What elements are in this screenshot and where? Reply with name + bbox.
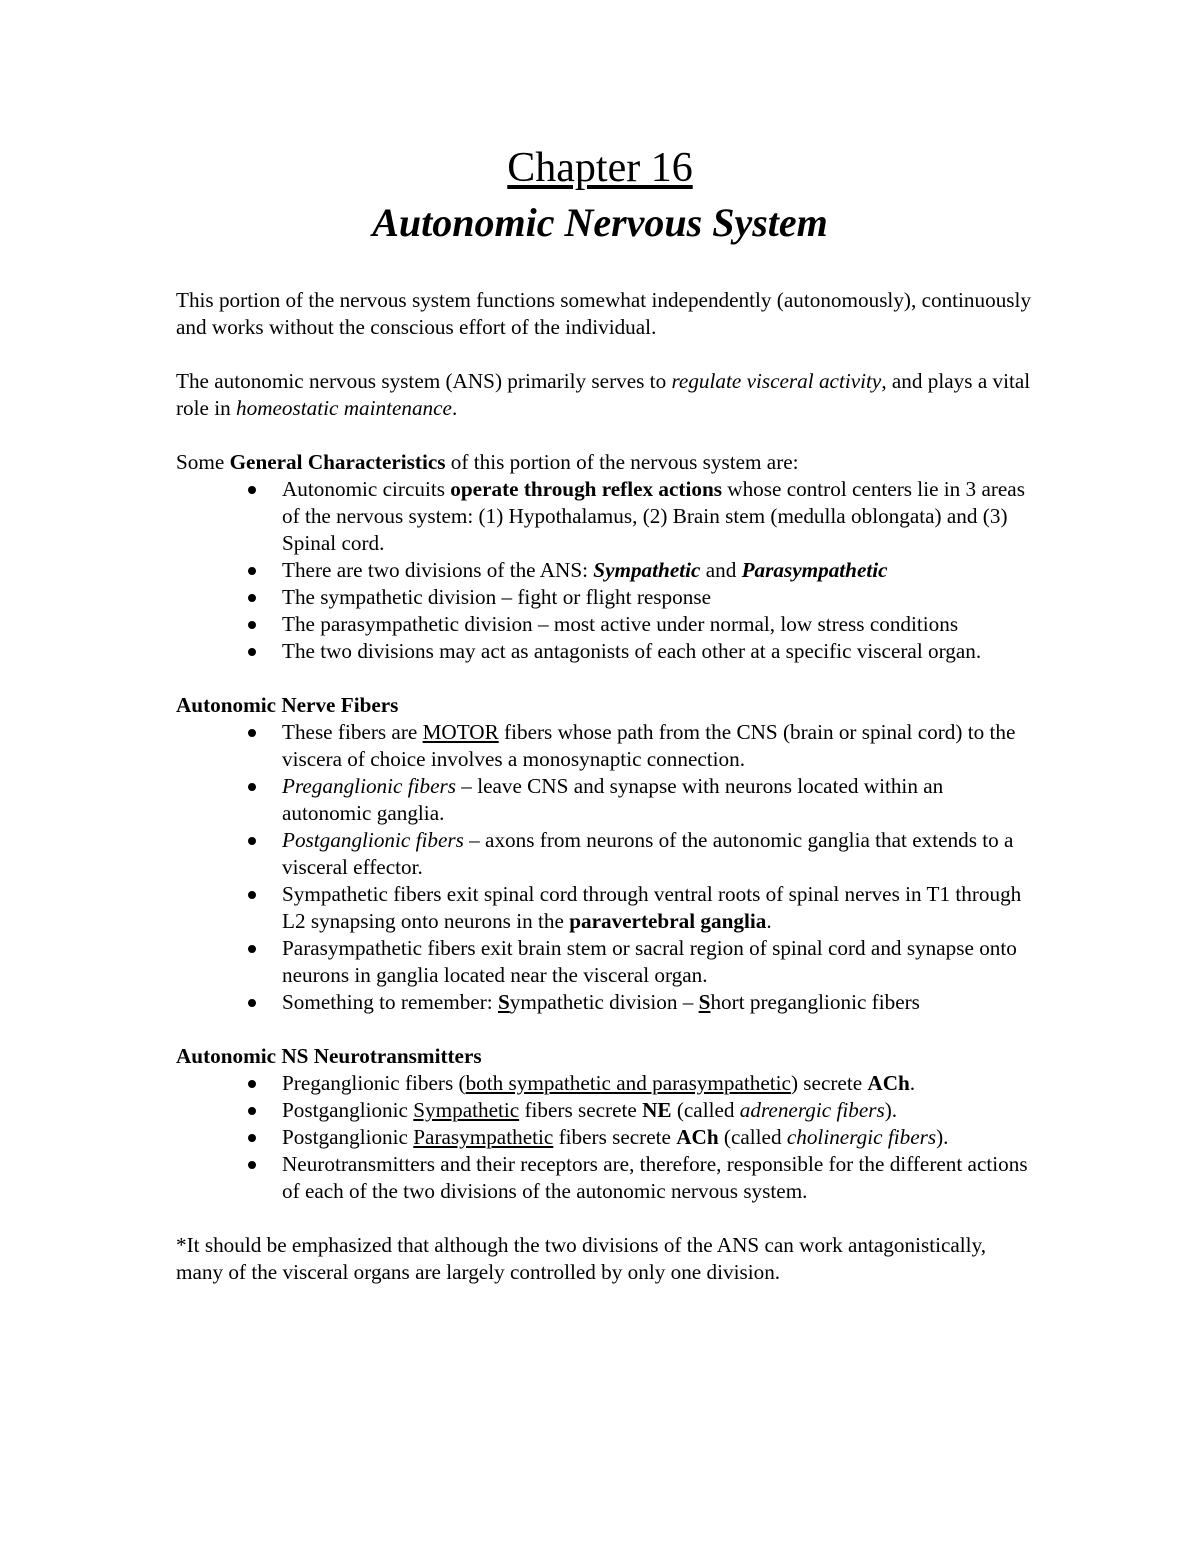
list-item bbox=[176, 1124, 1036, 1151]
list-item bbox=[176, 827, 1036, 881]
list-item bbox=[176, 1070, 1036, 1097]
text-run: Autonomic circuits bbox=[282, 477, 451, 501]
section-heading-fibers: Autonomic Nerve Fibers bbox=[176, 693, 399, 717]
term-ne: NE bbox=[642, 1098, 672, 1122]
mnemonic-letter: S bbox=[698, 990, 711, 1014]
text-run: hort preganglionic fibers bbox=[710, 990, 920, 1014]
emphasis-reflex: operate through reflex actions bbox=[450, 477, 722, 501]
text-run: ) secrete bbox=[790, 1071, 868, 1095]
underlined-motor: MOTOR bbox=[422, 720, 499, 744]
document-body bbox=[176, 287, 1036, 1313]
text-run: – axons from neurons of the autonomic ganglia that extends to a visceral effector. bbox=[282, 828, 1014, 879]
text-run: fibers secrete bbox=[553, 1125, 677, 1149]
list-item bbox=[176, 1097, 1036, 1124]
text-run: ). bbox=[884, 1098, 898, 1122]
chapter-title: Chapter 16 bbox=[507, 145, 693, 191]
mnemonic-letter: S bbox=[497, 990, 510, 1014]
text-run: (called bbox=[718, 1125, 787, 1149]
text-run: The parasympathetic division – most active under normal, low stress conditions bbox=[282, 612, 959, 636]
text-run: , and plays a vital role in bbox=[176, 369, 1031, 420]
term-preganglionic: Preganglionic fibers bbox=[282, 774, 456, 798]
text-run: ympathetic division – bbox=[509, 990, 699, 1014]
term-ach: ACh bbox=[676, 1125, 719, 1149]
intro-paragraph-1: This portion of the nervous system functions somewhat independently (autonomously), continuously and works without the conscious effort of the individual. bbox=[176, 288, 1032, 339]
underlined-parasympathetic: Parasympathetic bbox=[413, 1125, 554, 1149]
fibers-list bbox=[176, 719, 1036, 1016]
underlined-both: both sympathetic and parasympathetic bbox=[465, 1071, 791, 1095]
list-item bbox=[176, 1151, 1036, 1205]
list-item bbox=[176, 638, 1036, 665]
list-item bbox=[176, 773, 1036, 827]
closing-note: *It should be emphasized that although the two divisions of the ANS can work antagonistically, many of the visceral organs are largely controlled by only one division. bbox=[176, 1233, 987, 1284]
general-characteristics-term: General Characteristics bbox=[229, 450, 446, 474]
text-run: These fibers are bbox=[282, 720, 423, 744]
text-run: and bbox=[700, 558, 742, 582]
term-adrenergic: adrenergic fibers bbox=[739, 1098, 885, 1122]
emphasis-regulate: regulate visceral activity bbox=[671, 369, 882, 393]
text-run: The sympathetic division – fight or flight response bbox=[282, 585, 711, 609]
text-run: Some bbox=[176, 450, 230, 474]
text-run: ). bbox=[936, 1125, 949, 1149]
text-run: Something to remember: bbox=[282, 990, 498, 1014]
text-run: The two divisions may act as antagonists of each other at a specific visceral organ. bbox=[282, 639, 982, 663]
text-run: The autonomic nervous system (ANS) primarily serves to bbox=[176, 369, 672, 393]
intro-paragraph-2 bbox=[176, 368, 1036, 422]
text-run: fibers secrete bbox=[519, 1098, 643, 1122]
list-item bbox=[176, 584, 1036, 611]
title-block bbox=[0, 140, 1200, 250]
text-run: . bbox=[451, 396, 458, 420]
text-run: (called bbox=[671, 1098, 740, 1122]
text-run: Postganglionic bbox=[282, 1125, 414, 1149]
list-item bbox=[176, 719, 1036, 773]
text-run: Parasympathetic fibers exit brain stem or sacral region of spinal cord and synapse onto neurons in ganglia located near the visceral organ. bbox=[282, 936, 1017, 987]
term-postganglionic: Postganglionic fibers bbox=[282, 828, 464, 852]
list-item bbox=[176, 476, 1036, 557]
emphasis-homeostatic: homeostatic maintenance bbox=[236, 396, 452, 420]
general-characteristics-list bbox=[176, 476, 1036, 665]
text-run: – leave CNS and synapse with neurons located within an autonomic ganglia. bbox=[282, 774, 944, 825]
text-run: . bbox=[909, 1071, 916, 1095]
general-characteristics-lead bbox=[176, 449, 1036, 476]
list-item bbox=[176, 935, 1036, 989]
text-run: Preganglionic fibers ( bbox=[282, 1071, 466, 1095]
section-heading-neurotransmitters: Autonomic NS Neurotransmitters bbox=[176, 1044, 482, 1068]
text-run: whose control centers lie in 3 areas of the nervous system: (1) Hypothalamus, (2) Brain stem (medulla oblongata) and (3) Spinal cord. bbox=[282, 477, 1025, 555]
text-run: Postganglionic bbox=[282, 1098, 414, 1122]
term-sympathetic: Sympathetic bbox=[593, 558, 701, 582]
term-ach: ACh bbox=[867, 1071, 910, 1095]
text-run: . bbox=[766, 909, 772, 933]
term-parasympathetic: Parasympathetic bbox=[741, 558, 888, 582]
text-run: Neurotransmitters and their receptors are, therefore, responsible for the different actions of each of the two divisions of the autonomic nervous system. bbox=[282, 1152, 1028, 1203]
underlined-sympathetic: Sympathetic bbox=[413, 1098, 520, 1122]
text-run: Sympathetic fibers exit spinal cord through ventral roots of spinal nerves in T1 through L2 synapsing onto neurons in the bbox=[282, 882, 1022, 933]
list-item bbox=[176, 989, 1036, 1016]
list-item bbox=[176, 881, 1036, 935]
term-cholinergic: cholinergic fibers bbox=[786, 1125, 937, 1149]
list-item bbox=[176, 611, 1036, 638]
chapter-subtitle: Autonomic Nervous System bbox=[372, 200, 828, 245]
text-run: fibers whose path from the CNS (brain or spinal cord) to the viscera of choice involves a monosynaptic connection. bbox=[282, 720, 1016, 771]
term-paravertebral: paravertebral ganglia bbox=[569, 909, 767, 933]
neurotransmitters-list bbox=[176, 1070, 1036, 1205]
text-run: of this portion of the nervous system are: bbox=[445, 450, 799, 474]
list-item bbox=[176, 557, 1036, 584]
text-run: There are two divisions of the ANS: bbox=[282, 558, 594, 582]
